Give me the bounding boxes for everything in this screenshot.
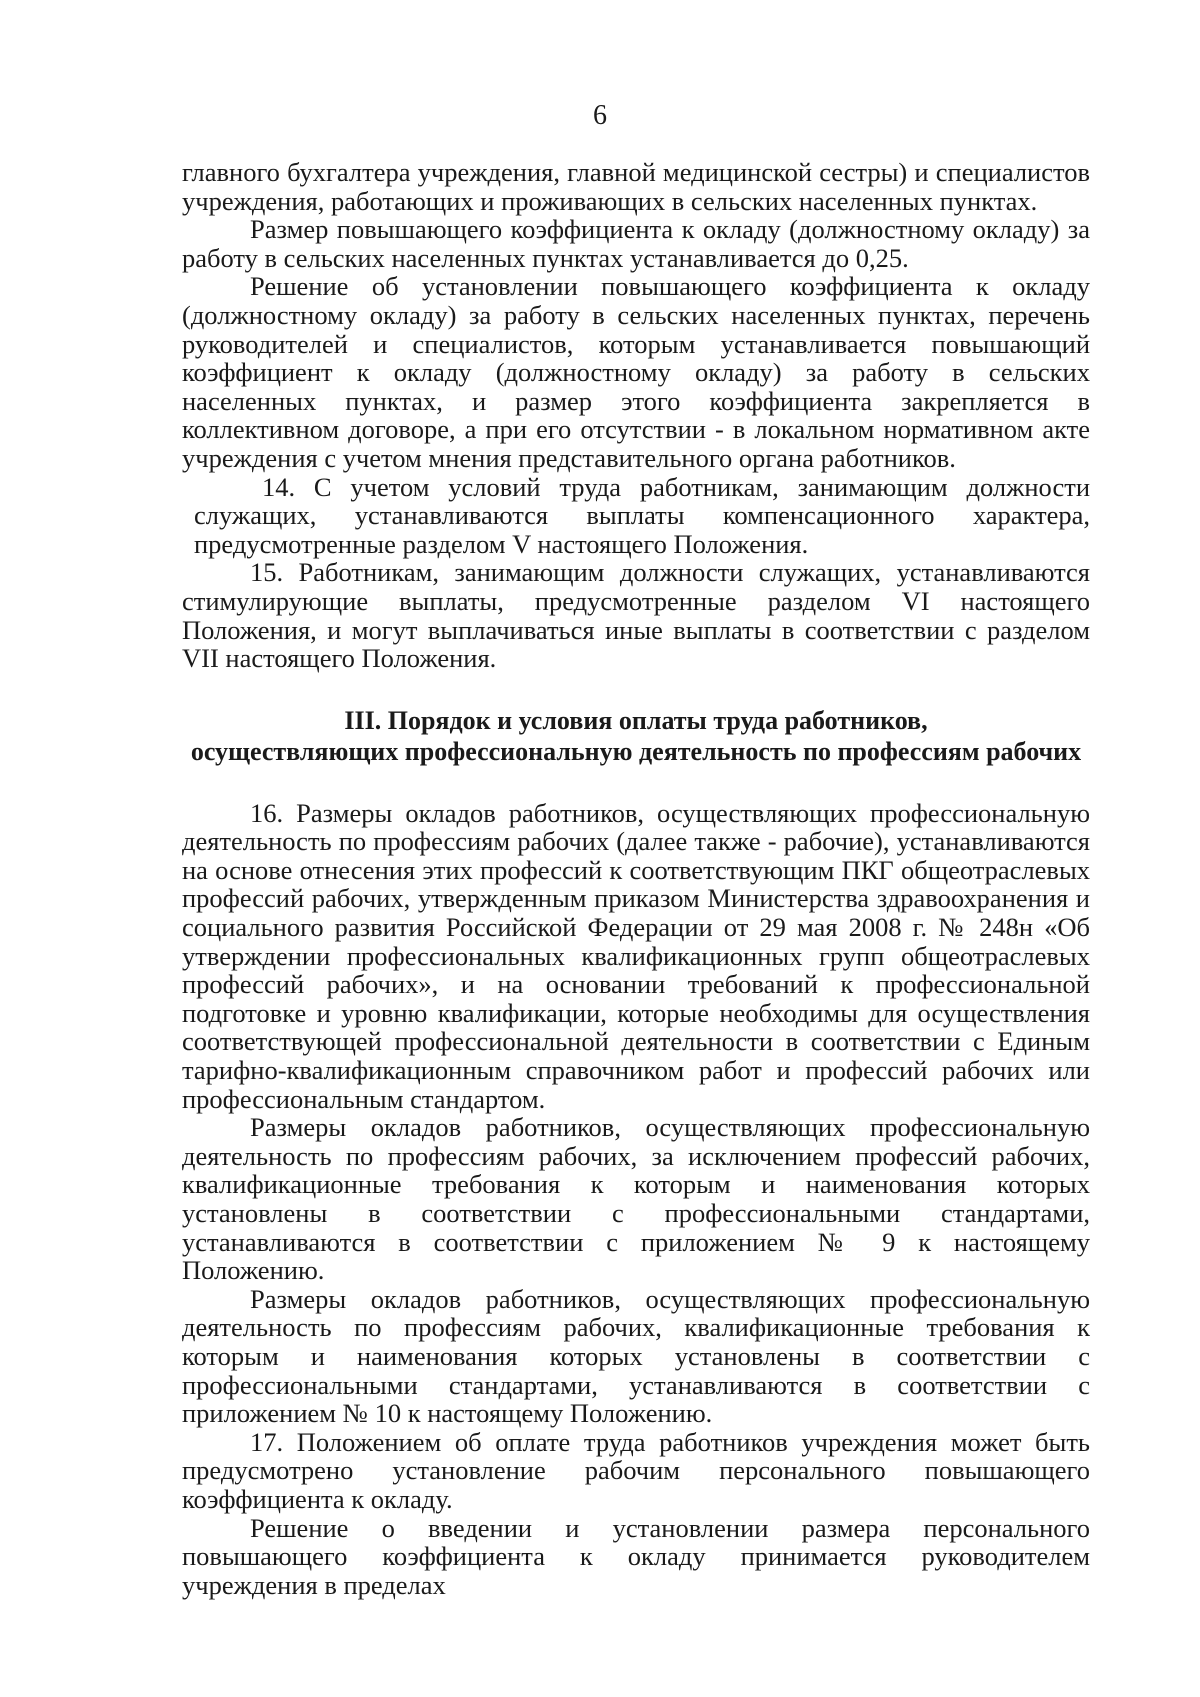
- document-body: [182, 158, 1090, 1599]
- section-heading-line-1: III. Порядок и условия оплаты труда работников,: [344, 705, 928, 735]
- paragraph-appendix-9: Размеры окладов работников, осуществляющих профессиональную деятельность по профессиям рабочих, за исключением профессий рабочих, квалификационные требования к которым и наименования которых установлены в соответствии с профессиональными стандартами, устанавливаются в соответствии с приложением № 9 к настоящему Положению.: [182, 1112, 1090, 1286]
- paragraph-item-14: 14. С учетом условий труда работникам, занимающим должности служащих, устанавливаются выплаты компенсационного характера, предусмотренные разделом V настоящего Положения.: [194, 471, 1090, 559]
- paragraph-coefficient-decision: Решение об установлении повышающего коэффициента к окладу (должностному окладу) за работу в сельских населенных пунктах, перечень руководителей и специалистов, которым устанавливается повышающий коэффициент к окладу (должностному окладу) за работу в сельских населенных пунктах, и размер этого коэффициента закрепляется в коллективном договоре, а при его отсутствии - в локальном нормативном акте учреждения с учетом мнения представительного органа работников.: [182, 271, 1090, 473]
- paragraph-coefficient-size: Размер повышающего коэффициента к окладу (должностному окладу) за работу в сельских населенных пунктах устанавливается до 0,25.: [182, 214, 1090, 273]
- section-heading: [182, 705, 1090, 767]
- paragraph-continuation: главного бухгалтера учреждения, главной медицинской сестры) и специалистов учреждения, работающих и проживающих в сельских населенных пунктах.: [182, 157, 1090, 216]
- paragraph-appendix-10: Размеры окладов работников, осуществляющих профессиональную деятельность по профессиям рабочих, квалификационные требования к которым и наименования которых установлены в соответствии с профессиональными стандартами, устанавливаются в соответствии с приложением № 10 к настоящему Положению.: [182, 1283, 1090, 1429]
- paragraph-personal-coefficient: Решение о введении и установлении размера персонального повышающего коэффициента к окладу принимается руководителем учреждения в пределах: [182, 1512, 1090, 1600]
- section-heading-line-2: осуществляющих профессиональную деятельность по профессиям рабочих: [190, 736, 1082, 766]
- paragraph-item-17: 17. Положением об оплате труда работников учреждения может быть предусмотрено установление рабочим персонального повышающего коэффициента к окладу.: [182, 1426, 1090, 1514]
- page-number: 6: [593, 100, 607, 131]
- paragraph-item-15: 15. Работникам, занимающим должности служащих, устанавливаются стимулирующие выплаты, предусмотренные разделом VI настоящего Положения, и могут выплачиваться иные выплаты в соответствии с разделом VII настоящего Положения.: [182, 557, 1090, 674]
- paragraph-item-16: 16. Размеры окладов работников, осуществляющих профессиональную деятельность по профессиям рабочих (далее также - рабочие), устанавливаются на основе отнесения этих профессий к соответствующим ПКГ общеотраслевых профессий рабочих, утвержденным приказом Министерства здравоохранения и социального развития Российской Федерации от 29 мая 2008 г. № 248н «Об утверждении профессиональных квалификационных групп общеотраслевых профессий рабочих», и на основании требований к профессиональной подготовке и уровню квалификации, которые необходимы для осуществления соответствующей профессиональной деятельности в соответствии с Единым тарифно-квалификационным справочником работ и профессий рабочих или профессиональным стандартом.: [182, 797, 1090, 1114]
